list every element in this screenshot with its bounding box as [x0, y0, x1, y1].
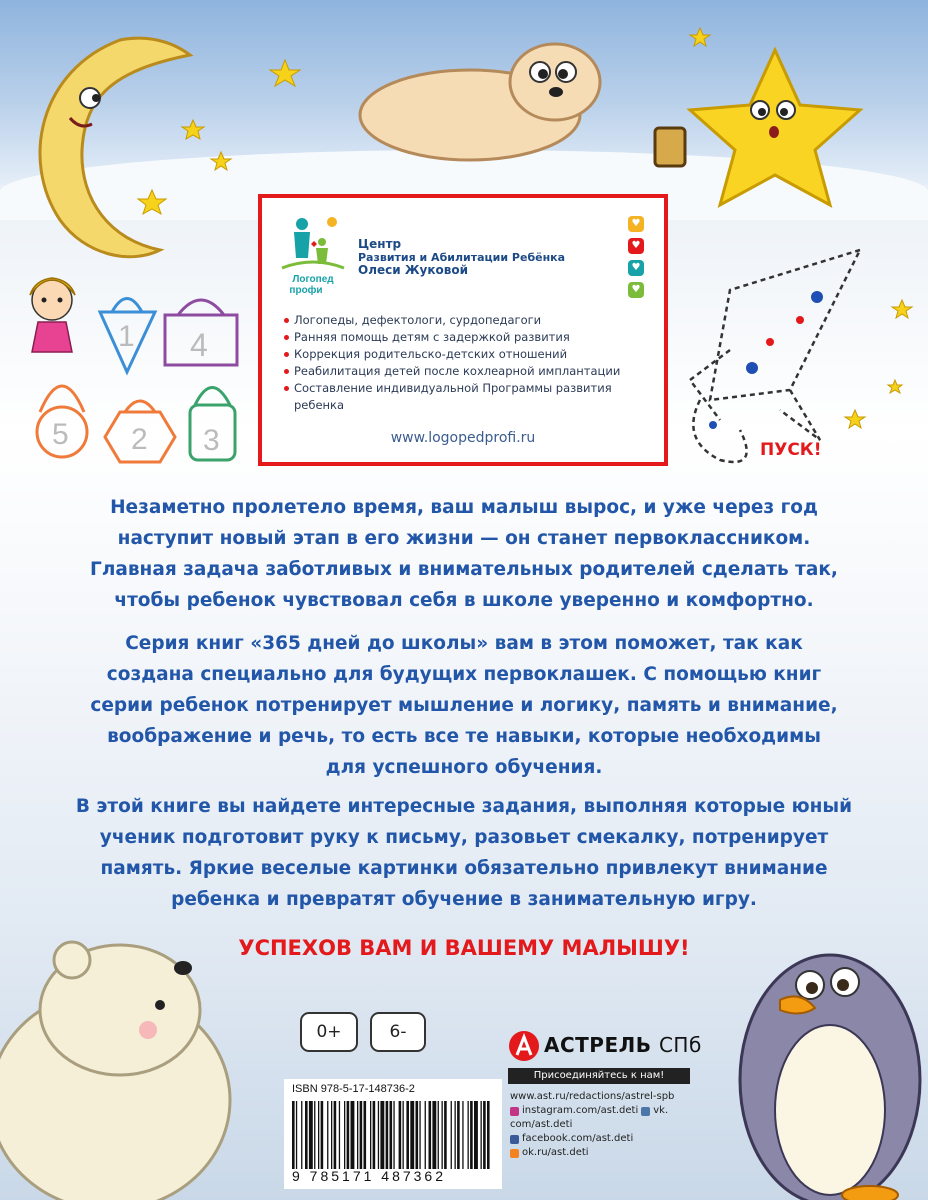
barcode-bar — [357, 1101, 358, 1169]
barcode-bar — [321, 1101, 324, 1169]
site-row — [510, 1090, 700, 1104]
service-item: Коррекция родительско-детских отношений — [284, 346, 654, 363]
barcode-bar — [373, 1101, 376, 1169]
moon-character — [40, 38, 190, 257]
digit-2: 2 — [131, 423, 148, 456]
barcode-bar — [364, 1101, 367, 1169]
barcode-bar — [444, 1101, 447, 1169]
barcode-bar — [455, 1101, 456, 1169]
barcode-bar — [410, 1101, 414, 1169]
instagram-icon — [510, 1107, 519, 1116]
barcode-bar — [470, 1101, 473, 1169]
barcode-bar — [380, 1101, 384, 1169]
barcode-bar — [432, 1101, 436, 1169]
digit-4: 4 — [190, 327, 208, 363]
barcode-bar — [474, 1101, 478, 1169]
vk-icon — [641, 1107, 650, 1116]
rocket-tracing — [690, 250, 860, 462]
service-item: Составление индивидуальной Программы развития ребенка — [284, 380, 654, 414]
vk-link-prefix[interactable]: vk. — [653, 1105, 669, 1116]
barcode-bar — [331, 1101, 332, 1169]
barcode-bar — [416, 1101, 419, 1169]
barcode-bar — [462, 1101, 463, 1169]
heart-badges — [628, 216, 646, 304]
barcode-bar — [339, 1101, 340, 1169]
barcode-bar — [305, 1101, 308, 1169]
barcode-bar — [468, 1101, 469, 1169]
text-line: память. Яркие веселые картинки обязательно привлекут внимание — [100, 858, 828, 879]
barcode-bar — [327, 1101, 328, 1169]
heart-icon: ♥ — [628, 216, 644, 232]
barcode-bar — [442, 1101, 443, 1169]
text-line: создана специально для будущих первоклашек. С помощью книг — [106, 664, 822, 685]
barcode-bar — [419, 1101, 420, 1169]
barcode-bar — [487, 1101, 490, 1169]
text-line: серии ребенок потренирует мышление и логику, память и внимание, — [90, 695, 838, 716]
text-line: ученик подготовит руку к письму, разовьет смекалку, потренирует — [99, 827, 829, 848]
slogan: УСПЕХОВ ВАМ И ВАШЕМУ МАЛЫШУ! — [238, 936, 690, 960]
barcode-bar — [347, 1101, 350, 1169]
social-row — [510, 1132, 700, 1146]
social-row — [510, 1146, 700, 1160]
barcode-bar — [399, 1101, 402, 1169]
intro-paragraph — [60, 492, 868, 616]
barcode-bar — [438, 1101, 439, 1169]
polar-bear-character — [0, 942, 230, 1200]
publisher-brand: АСТРЕЛЬ — [544, 1033, 652, 1057]
digit-1: 1 — [118, 320, 135, 353]
publisher-links — [510, 1090, 700, 1160]
barcode-bar — [390, 1101, 393, 1169]
barcode-bar — [481, 1101, 482, 1169]
join-us-banner: Присоединяйтесь к нам! — [508, 1068, 690, 1084]
pusk-label: ПУСК! — [760, 440, 822, 460]
barcode-bar — [314, 1101, 315, 1169]
heart-icon: ♥ — [628, 238, 644, 254]
center-name-line3: Олеси Жуковой — [358, 263, 468, 277]
facebook-link[interactable]: facebook.com/ast.deti — [522, 1133, 634, 1144]
center-name — [358, 238, 565, 277]
heart-icon: ♥ — [628, 260, 644, 276]
text-line: Незаметно пролетело время, ваш малыш вырос, и уже через год — [110, 497, 818, 518]
ok-link[interactable]: ok.ru/ast.deti — [522, 1147, 589, 1158]
odnoklassniki-icon — [510, 1149, 519, 1158]
barcode-bar — [344, 1101, 345, 1169]
svg-text:профи: профи — [289, 285, 323, 296]
center-name-line1: Центр — [358, 237, 402, 251]
barcode-bar — [386, 1101, 389, 1169]
barcode-bar — [483, 1101, 486, 1169]
logopedprofi-logo — [276, 212, 350, 296]
tracing-digits — [52, 320, 220, 457]
center-website-link[interactable]: www.logopedprofi.ru — [390, 430, 536, 446]
seal-character — [360, 44, 600, 160]
text-line: для успешного обучения. — [325, 757, 603, 778]
social-row — [510, 1104, 700, 1118]
age-limit-badge: 6- — [370, 1012, 426, 1052]
barcode-bar — [334, 1101, 337, 1169]
barcode-bar — [301, 1101, 302, 1169]
barcode-bar — [378, 1101, 379, 1169]
facebook-icon — [510, 1135, 519, 1144]
text-line: воображение и речь, то есть все те навыки, которые необходимы — [107, 726, 821, 747]
barcode-bar — [403, 1101, 404, 1169]
barcode-bar — [406, 1101, 409, 1169]
digit-5: 5 — [52, 418, 69, 451]
barcode-bar — [318, 1101, 319, 1169]
barcode-bar — [360, 1101, 363, 1169]
isbn-number: ISBN 978-5-17-148736-2 — [292, 1083, 415, 1095]
penguin-character — [740, 955, 920, 1200]
publisher-name — [544, 1033, 702, 1057]
barcode-bar — [425, 1101, 426, 1169]
barcode-bar — [451, 1101, 452, 1169]
barcode-bar — [370, 1101, 371, 1169]
social-row — [510, 1118, 700, 1132]
star-character — [655, 50, 860, 205]
service-item: Логопеды, дефектологи, сурдопедагоги — [284, 312, 654, 329]
service-item: Реабилитация детей после кохлеарной имплантации — [284, 363, 654, 380]
barcode-bar — [309, 1101, 313, 1169]
services-list — [284, 312, 654, 414]
barcode-block — [284, 1079, 502, 1189]
book-paragraph — [60, 791, 868, 915]
barcode-bar — [393, 1101, 394, 1169]
barcode-bar — [429, 1101, 432, 1169]
astrel-logo-icon — [508, 1030, 540, 1062]
center-info-card — [258, 194, 668, 466]
lantern-icon — [655, 128, 685, 166]
text-line: В этой книге вы найдете интересные задания, выполняя которые юный — [75, 796, 853, 817]
barcode-bar — [457, 1101, 460, 1169]
text-line: Серия книг «365 дней до школы» вам в этом поможет, так как — [125, 633, 803, 654]
instagram-link[interactable]: instagram.com/ast.deti — [522, 1105, 639, 1116]
barcode-bars — [292, 1101, 494, 1169]
series-paragraph — [60, 628, 868, 783]
text-line: Главная задача заботливых и внимательных родителей сделать так, — [90, 559, 838, 580]
publisher-suffix: СПб — [658, 1033, 702, 1057]
publisher-site-link[interactable]: www.ast.ru/redactions/astrel-spb — [510, 1091, 675, 1102]
svg-text:Логопед: Логопед — [292, 274, 334, 285]
barcode-bar — [292, 1101, 295, 1169]
digit-3: 3 — [203, 424, 220, 457]
center-name-line2: Развития и Абилитации Ребёнка — [358, 251, 566, 264]
service-item: Ранняя помощь детям с задержкой развития — [284, 329, 654, 346]
text-line: наступит новый этап в его жизни — он станет первоклассником. — [117, 528, 811, 549]
barcode-bar — [296, 1101, 297, 1169]
heart-icon: ♥ — [628, 282, 644, 298]
girl-character — [30, 278, 75, 352]
text-line: ребенка и превратят обучение в занимательную игру. — [171, 889, 757, 910]
vk-link[interactable]: com/ast.deti — [510, 1119, 573, 1130]
barcode-bar — [351, 1101, 355, 1169]
text-line: чтобы ребенок чувствовал себя в школе уверенно и комфортно. — [114, 590, 814, 611]
age-rating-badge: 0+ — [300, 1012, 358, 1052]
barcode-digits: 9 785171 487362 — [292, 1168, 446, 1184]
